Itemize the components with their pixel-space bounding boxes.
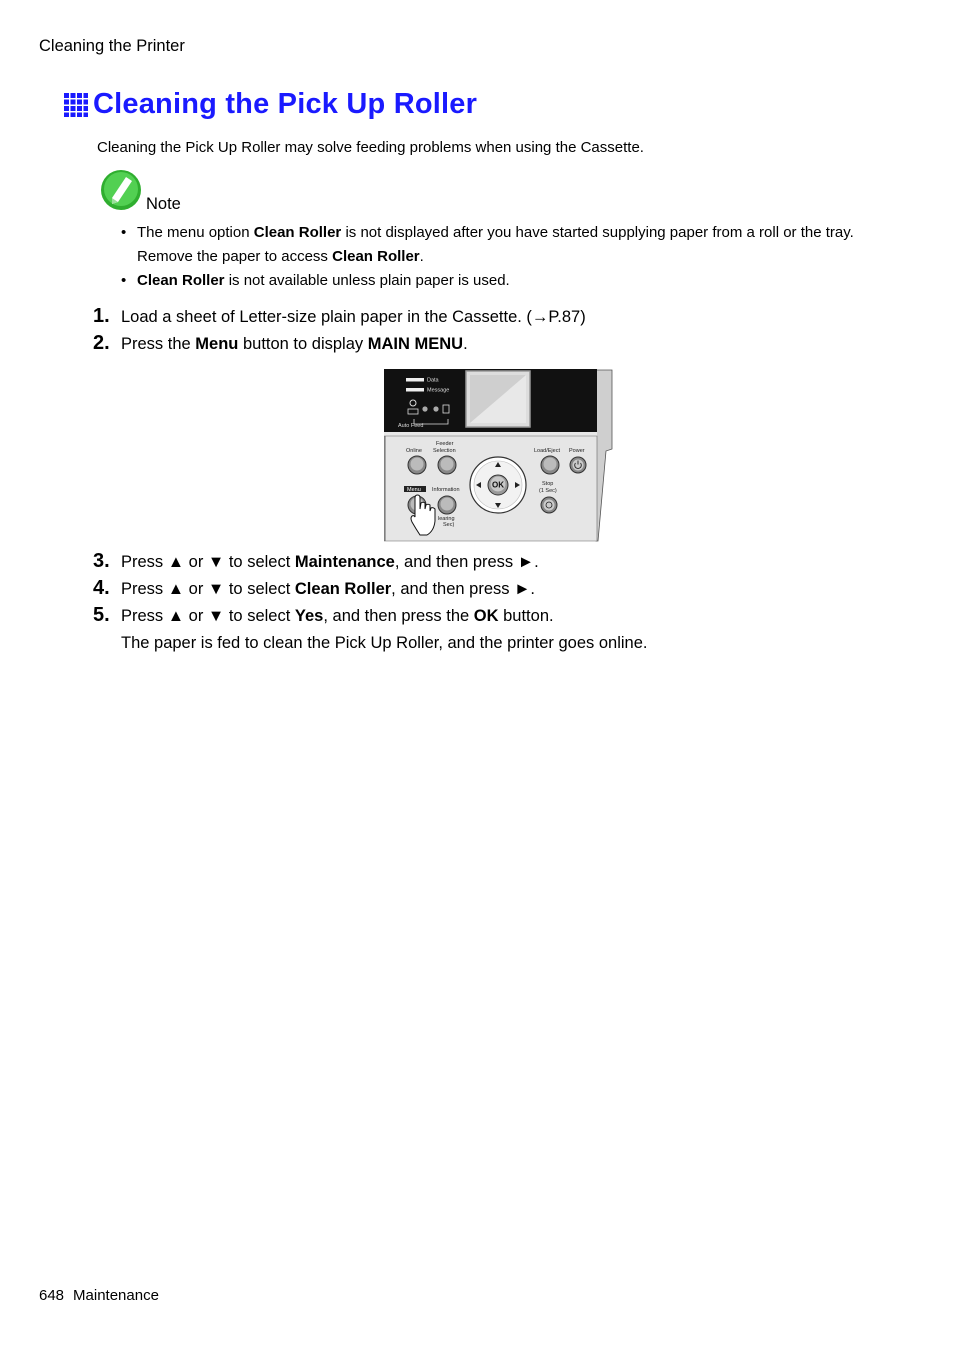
note-list [121, 221, 891, 294]
feeder-label: Feeder [436, 441, 454, 447]
information-label: Information [432, 487, 460, 493]
bullet: • [121, 224, 127, 241]
online-label: Online [406, 448, 422, 454]
note-item: • Clean Roller is not available unless plain paper is used. [121, 269, 891, 293]
ok-button[interactable] [488, 475, 508, 495]
step-5-result: The paper is fed to clean the Pick Up Roller, and the printer goes online. [121, 634, 648, 652]
stop-button[interactable] [541, 497, 557, 513]
page-title: Cleaning the Pick Up Roller [93, 88, 478, 120]
footer-section: Maintenance [73, 1287, 159, 1304]
online-button[interactable] [408, 456, 426, 474]
section-heading [64, 88, 477, 121]
intro-text: Cleaning the Pick Up Roller may solve feeding problems when using the Cassette. [97, 139, 644, 156]
bullet: • [121, 272, 127, 289]
selection-label: Selection [433, 448, 456, 454]
step-4: 4. Press ▲ or ▼ to select Clean Roller, and then press ►. [93, 577, 535, 599]
step-3: 3. Press ▲ or ▼ to select Maintenance, and then press ►. [93, 550, 539, 572]
stop-label: Stop [542, 481, 554, 487]
step-5: 5. Press ▲ or ▼ to select Yes, and then press the OK button. [93, 604, 554, 626]
data-indicator-label: Data [427, 377, 439, 384]
running-head: Cleaning the Printer [39, 37, 185, 55]
stop-sub-label: (1 Sec) [539, 488, 557, 494]
step-2: 2. Press the Menu button to display MAIN MENU. [93, 332, 468, 354]
note-label: Note [146, 195, 181, 213]
control-panel-illustration [384, 369, 614, 543]
auto-feed-label: Auto Feed [398, 423, 424, 429]
menu-label: Menu [407, 487, 421, 493]
step-1: 1. Load a sheet of Letter-size plain paper in the Cassette. (→P.87) [93, 305, 586, 327]
page-footer [39, 1287, 159, 1304]
power-label: Power [569, 448, 585, 454]
message-indicator-label: Message [427, 387, 450, 394]
clearing-label: learing [438, 516, 455, 522]
note-pencil-icon [100, 169, 142, 211]
ok-label: OK [492, 480, 504, 490]
page-number: 648 [39, 1287, 65, 1304]
load-eject-button[interactable] [541, 456, 559, 474]
power-button[interactable] [570, 457, 586, 473]
load-eject-label: Load/Eject [534, 448, 560, 454]
information-button[interactable] [438, 496, 456, 514]
grid-icon [64, 93, 88, 117]
note-item: • The menu option Clean Roller is not displayed after you have started supplying paper from a roll or the tray. Remove the paper to access Clean Roller. [121, 221, 891, 268]
feeder-selection-button[interactable] [438, 456, 456, 474]
clearing-sub-label: Sec) [443, 522, 455, 528]
